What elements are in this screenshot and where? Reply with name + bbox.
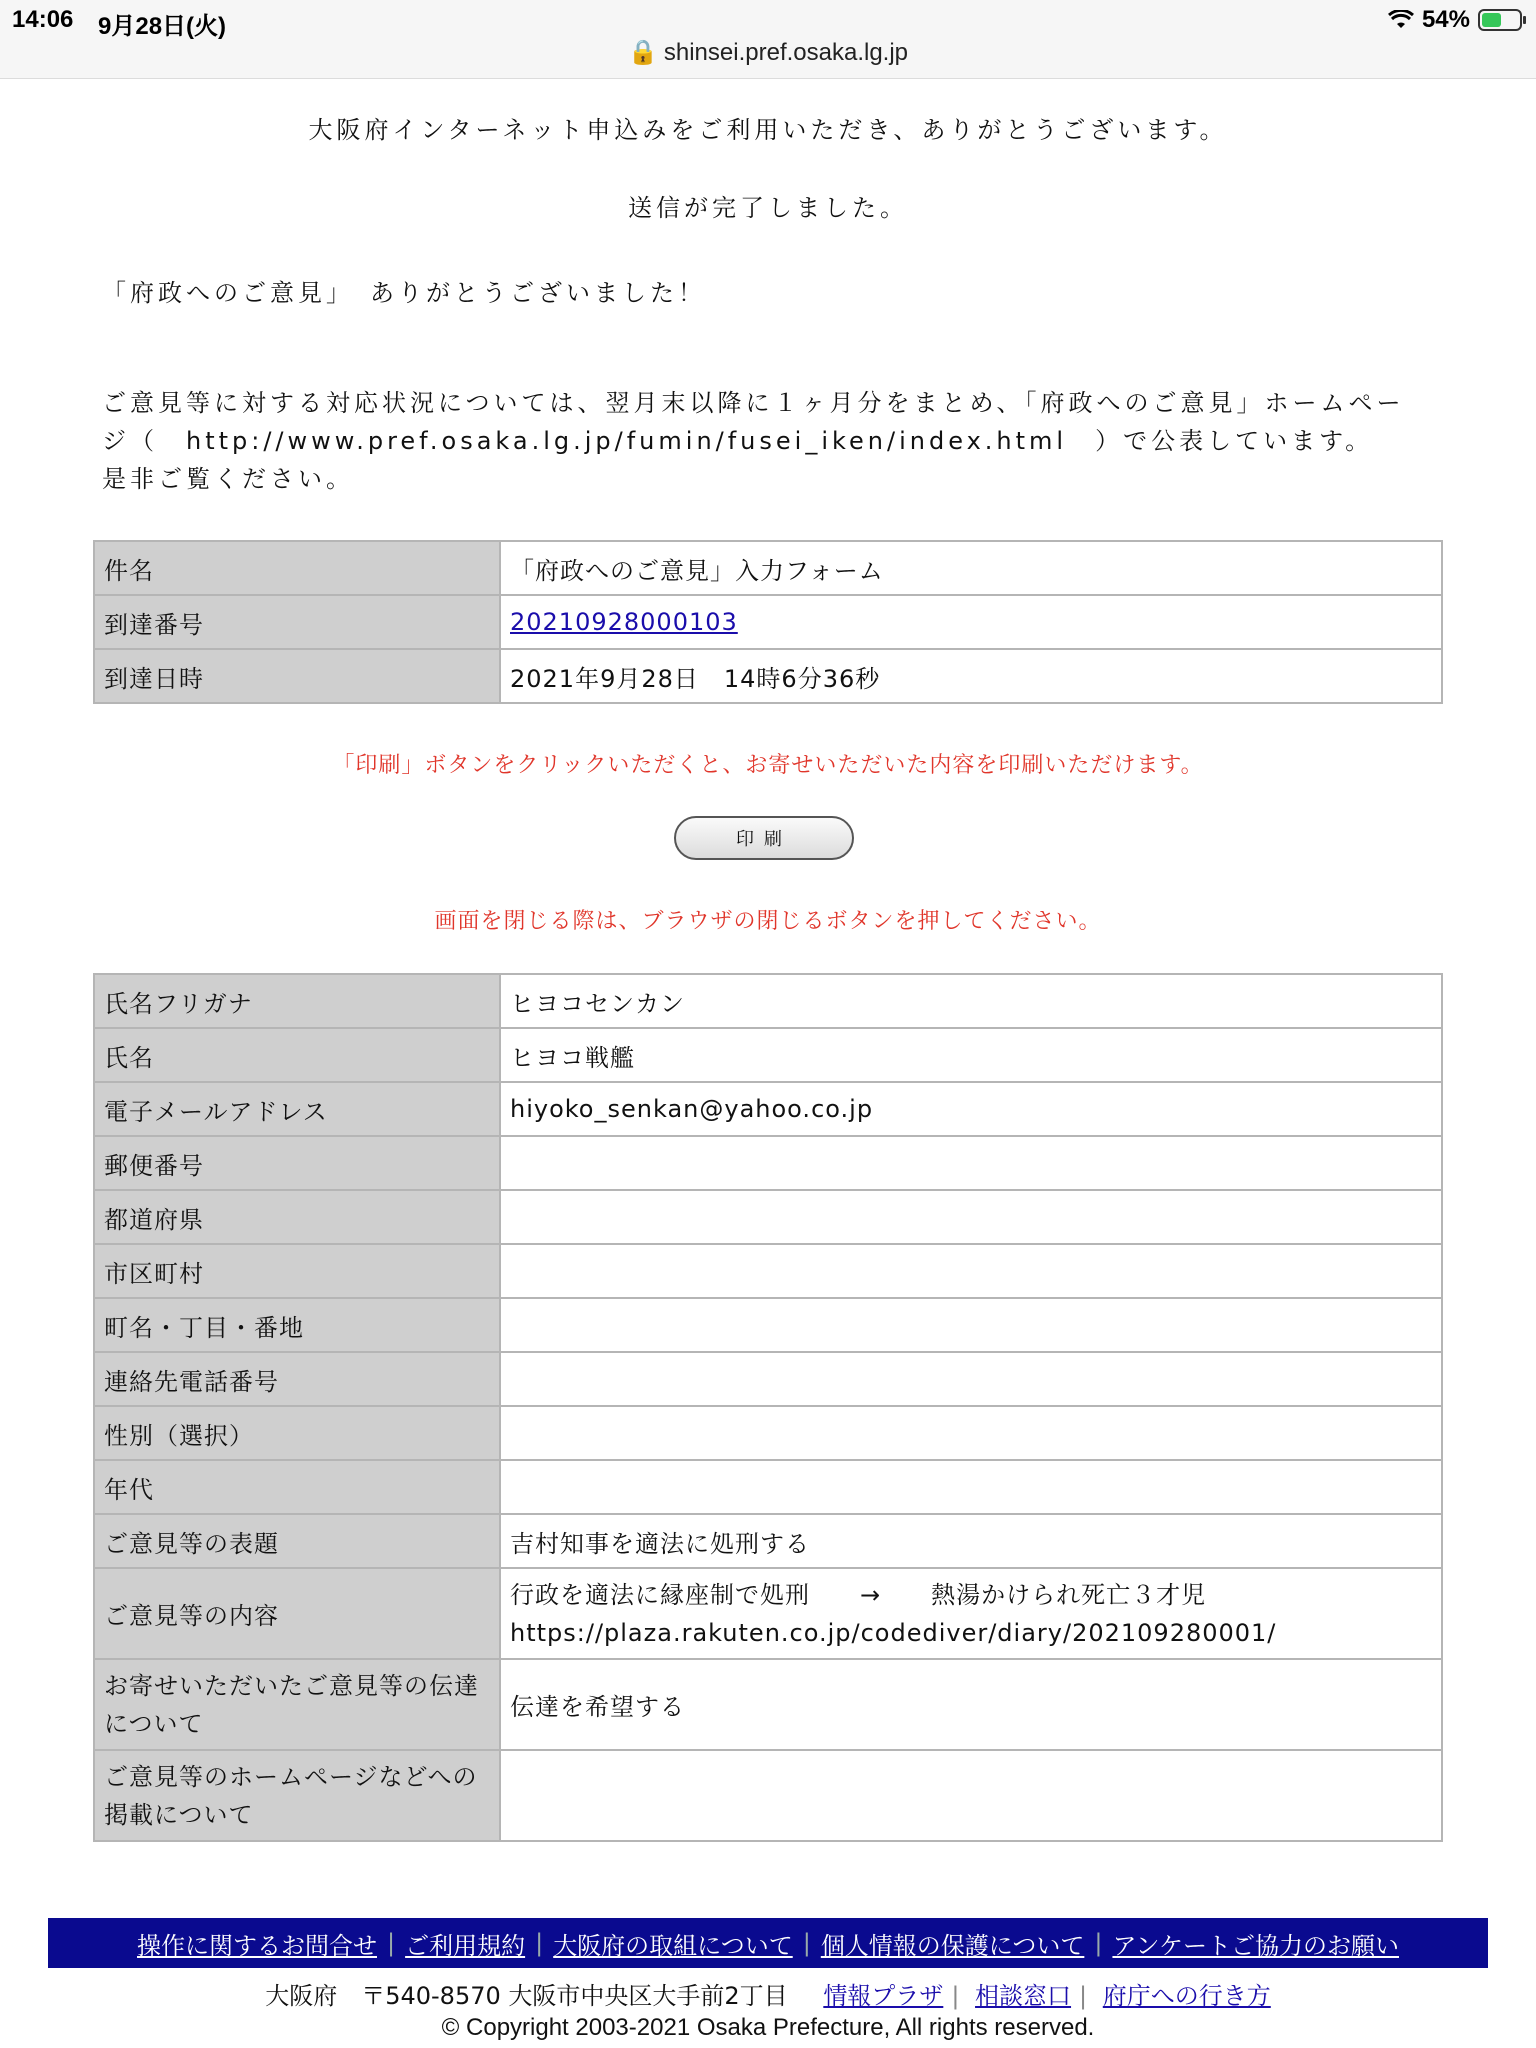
table-row xyxy=(94,1190,1442,1244)
row-value: ヒヨコ戦艦 xyxy=(500,1028,1442,1082)
arrival-number-cell xyxy=(500,595,1442,649)
row-value: hiyoko_senkan@yahoo.co.jp xyxy=(500,1082,1442,1136)
row-value xyxy=(500,1406,1442,1460)
battery-percent: 54% xyxy=(1421,6,1470,33)
detail-table xyxy=(93,973,1443,1842)
battery-icon xyxy=(1478,9,1522,31)
separator: | xyxy=(951,1982,960,2010)
print-button[interactable]: 印刷 xyxy=(674,816,854,860)
url-text: shinsei.pref.osaka.lg.jp xyxy=(663,39,909,66)
wifi-icon xyxy=(1388,10,1414,30)
status-date: 9月28日(火) xyxy=(98,13,227,40)
row-label: 性別（選択） xyxy=(94,1406,500,1460)
footer-nav xyxy=(48,1918,1488,1968)
separator: | xyxy=(535,1929,544,1957)
footer-link-initiatives[interactable]: 大阪府の取組について xyxy=(553,1931,793,1960)
footer-link-terms[interactable]: ご利用規約 xyxy=(405,1931,526,1960)
table-row xyxy=(94,1659,1442,1750)
status-right xyxy=(1388,6,1522,34)
table-row xyxy=(94,1460,1442,1514)
row-value xyxy=(500,1750,1442,1841)
footer-link-info-plaza[interactable]: 情報プラザ xyxy=(823,1982,944,2010)
row-value: 2021年9月28日 14時6分36秒 xyxy=(500,649,1442,703)
row-value xyxy=(500,1460,1442,1514)
footer-link-survey[interactable]: アンケートご協力のお願い xyxy=(1112,1931,1399,1960)
opinion-content-line-1: 行政を適法に縁座制で処刑 → 熱湯かけられ死亡３才児 xyxy=(510,1580,1207,1609)
row-label: 氏名 xyxy=(94,1028,500,1082)
opinion-content-line-2: https://plaza.rakuten.co.jp/codediver/diary/202109280001/ xyxy=(510,1618,1277,1647)
row-value: 吉村知事を適法に処刑する xyxy=(500,1514,1442,1568)
row-value xyxy=(500,1136,1442,1190)
lock-icon: 🔒 xyxy=(627,39,658,66)
status-bar xyxy=(0,0,1536,79)
row-label: 到達番号 xyxy=(94,595,500,649)
battery-fill xyxy=(1482,13,1501,27)
address-text: 大阪府 〒540-8570 大阪市中央区大手前2丁目 xyxy=(265,1982,788,2010)
thanks-message: 大阪府インターネット申込みをご利用いただき、ありがとうございます。 xyxy=(308,116,1228,144)
row-value: 「府政へのご意見」入力フォーム xyxy=(500,541,1442,595)
row-label: お寄せいただいたご意見等の伝達について xyxy=(94,1659,500,1750)
copyright: © Copyright 2003-2021 Osaka Prefecture, All rights reserved. xyxy=(441,2014,1095,2041)
separator: | xyxy=(387,1929,396,1957)
row-value xyxy=(500,1352,1442,1406)
row-label: 連絡先電話番号 xyxy=(94,1352,500,1406)
sent-message: 送信が完了しました。 xyxy=(628,194,908,222)
status-time: 14:06 xyxy=(12,6,74,33)
row-value: 伝達を希望する xyxy=(500,1659,1442,1750)
table-row xyxy=(94,541,1442,595)
table-row xyxy=(94,974,1442,1028)
table-row xyxy=(94,649,1442,703)
table-row xyxy=(94,1352,1442,1406)
row-label: 到達日時 xyxy=(94,649,500,703)
separator: | xyxy=(1079,1982,1088,2010)
row-label: 市区町村 xyxy=(94,1244,500,1298)
row-label: 氏名フリガナ xyxy=(94,974,500,1028)
arrival-number-link[interactable]: 20210928000103 xyxy=(510,608,738,636)
table-row xyxy=(94,1406,1442,1460)
table-row xyxy=(94,595,1442,649)
status-info-line-2: ジ（ http://www.pref.osaka.lg.jp/fumin/fusei_iken/index.html ）で公表しています。 xyxy=(102,427,1374,455)
row-label: 年代 xyxy=(94,1460,500,1514)
separator: | xyxy=(802,1929,811,1957)
table-row xyxy=(94,1244,1442,1298)
table-row xyxy=(94,1082,1442,1136)
table-row xyxy=(94,1028,1442,1082)
footer-link-consultation[interactable]: 相談窓口 xyxy=(975,1982,1072,2010)
footer-link-privacy[interactable]: 個人情報の保護について xyxy=(820,1931,1085,1960)
row-value xyxy=(500,1190,1442,1244)
row-label: ご意見等の内容 xyxy=(94,1568,500,1659)
table-row xyxy=(94,1136,1442,1190)
separator: | xyxy=(1094,1929,1103,1957)
table-row xyxy=(94,1568,1442,1659)
row-value xyxy=(500,1244,1442,1298)
row-label: 都道府県 xyxy=(94,1190,500,1244)
row-label: ご意見等のホームページなどへの掲載について xyxy=(94,1750,500,1841)
status-info xyxy=(102,384,1442,498)
row-label: 件名 xyxy=(94,541,500,595)
close-notice: 画面を閉じる際は、ブラウザの閉じるボタンを押してください。 xyxy=(434,909,1102,934)
row-value: ヒヨコセンカン xyxy=(500,974,1442,1028)
row-value xyxy=(500,1298,1442,1352)
row-label: 町名・丁目・番地 xyxy=(94,1298,500,1352)
status-info-line-3: 是非ご覧ください。 xyxy=(102,465,354,493)
footer-link-inquiry[interactable]: 操作に関するお問合せ xyxy=(137,1931,377,1960)
table-row xyxy=(94,1514,1442,1568)
address-bar[interactable] xyxy=(0,38,1536,67)
summary-table xyxy=(93,540,1443,704)
table-row xyxy=(94,1298,1442,1352)
row-label: ご意見等の表題 xyxy=(94,1514,500,1568)
row-label: 郵便番号 xyxy=(94,1136,500,1190)
table-row xyxy=(94,1750,1442,1841)
status-info-line-1: ご意見等に対する対応状況については、翌月末以降に１ヶ月分をまとめ、「府政へのご意見」ホームペー xyxy=(102,389,1405,417)
footer-link-directions[interactable]: 府庁への行き方 xyxy=(1102,1982,1271,2010)
opinion-thanks: 「府政へのご意見」 ありがとうございました！ xyxy=(102,279,706,307)
print-notice: 「印刷」ボタンをクリックいただくと、お寄せいただいた内容を印刷いただけます。 xyxy=(332,753,1204,778)
row-value xyxy=(500,1568,1442,1659)
row-label: 電子メールアドレス xyxy=(94,1082,500,1136)
footer-address xyxy=(0,1976,1536,2011)
